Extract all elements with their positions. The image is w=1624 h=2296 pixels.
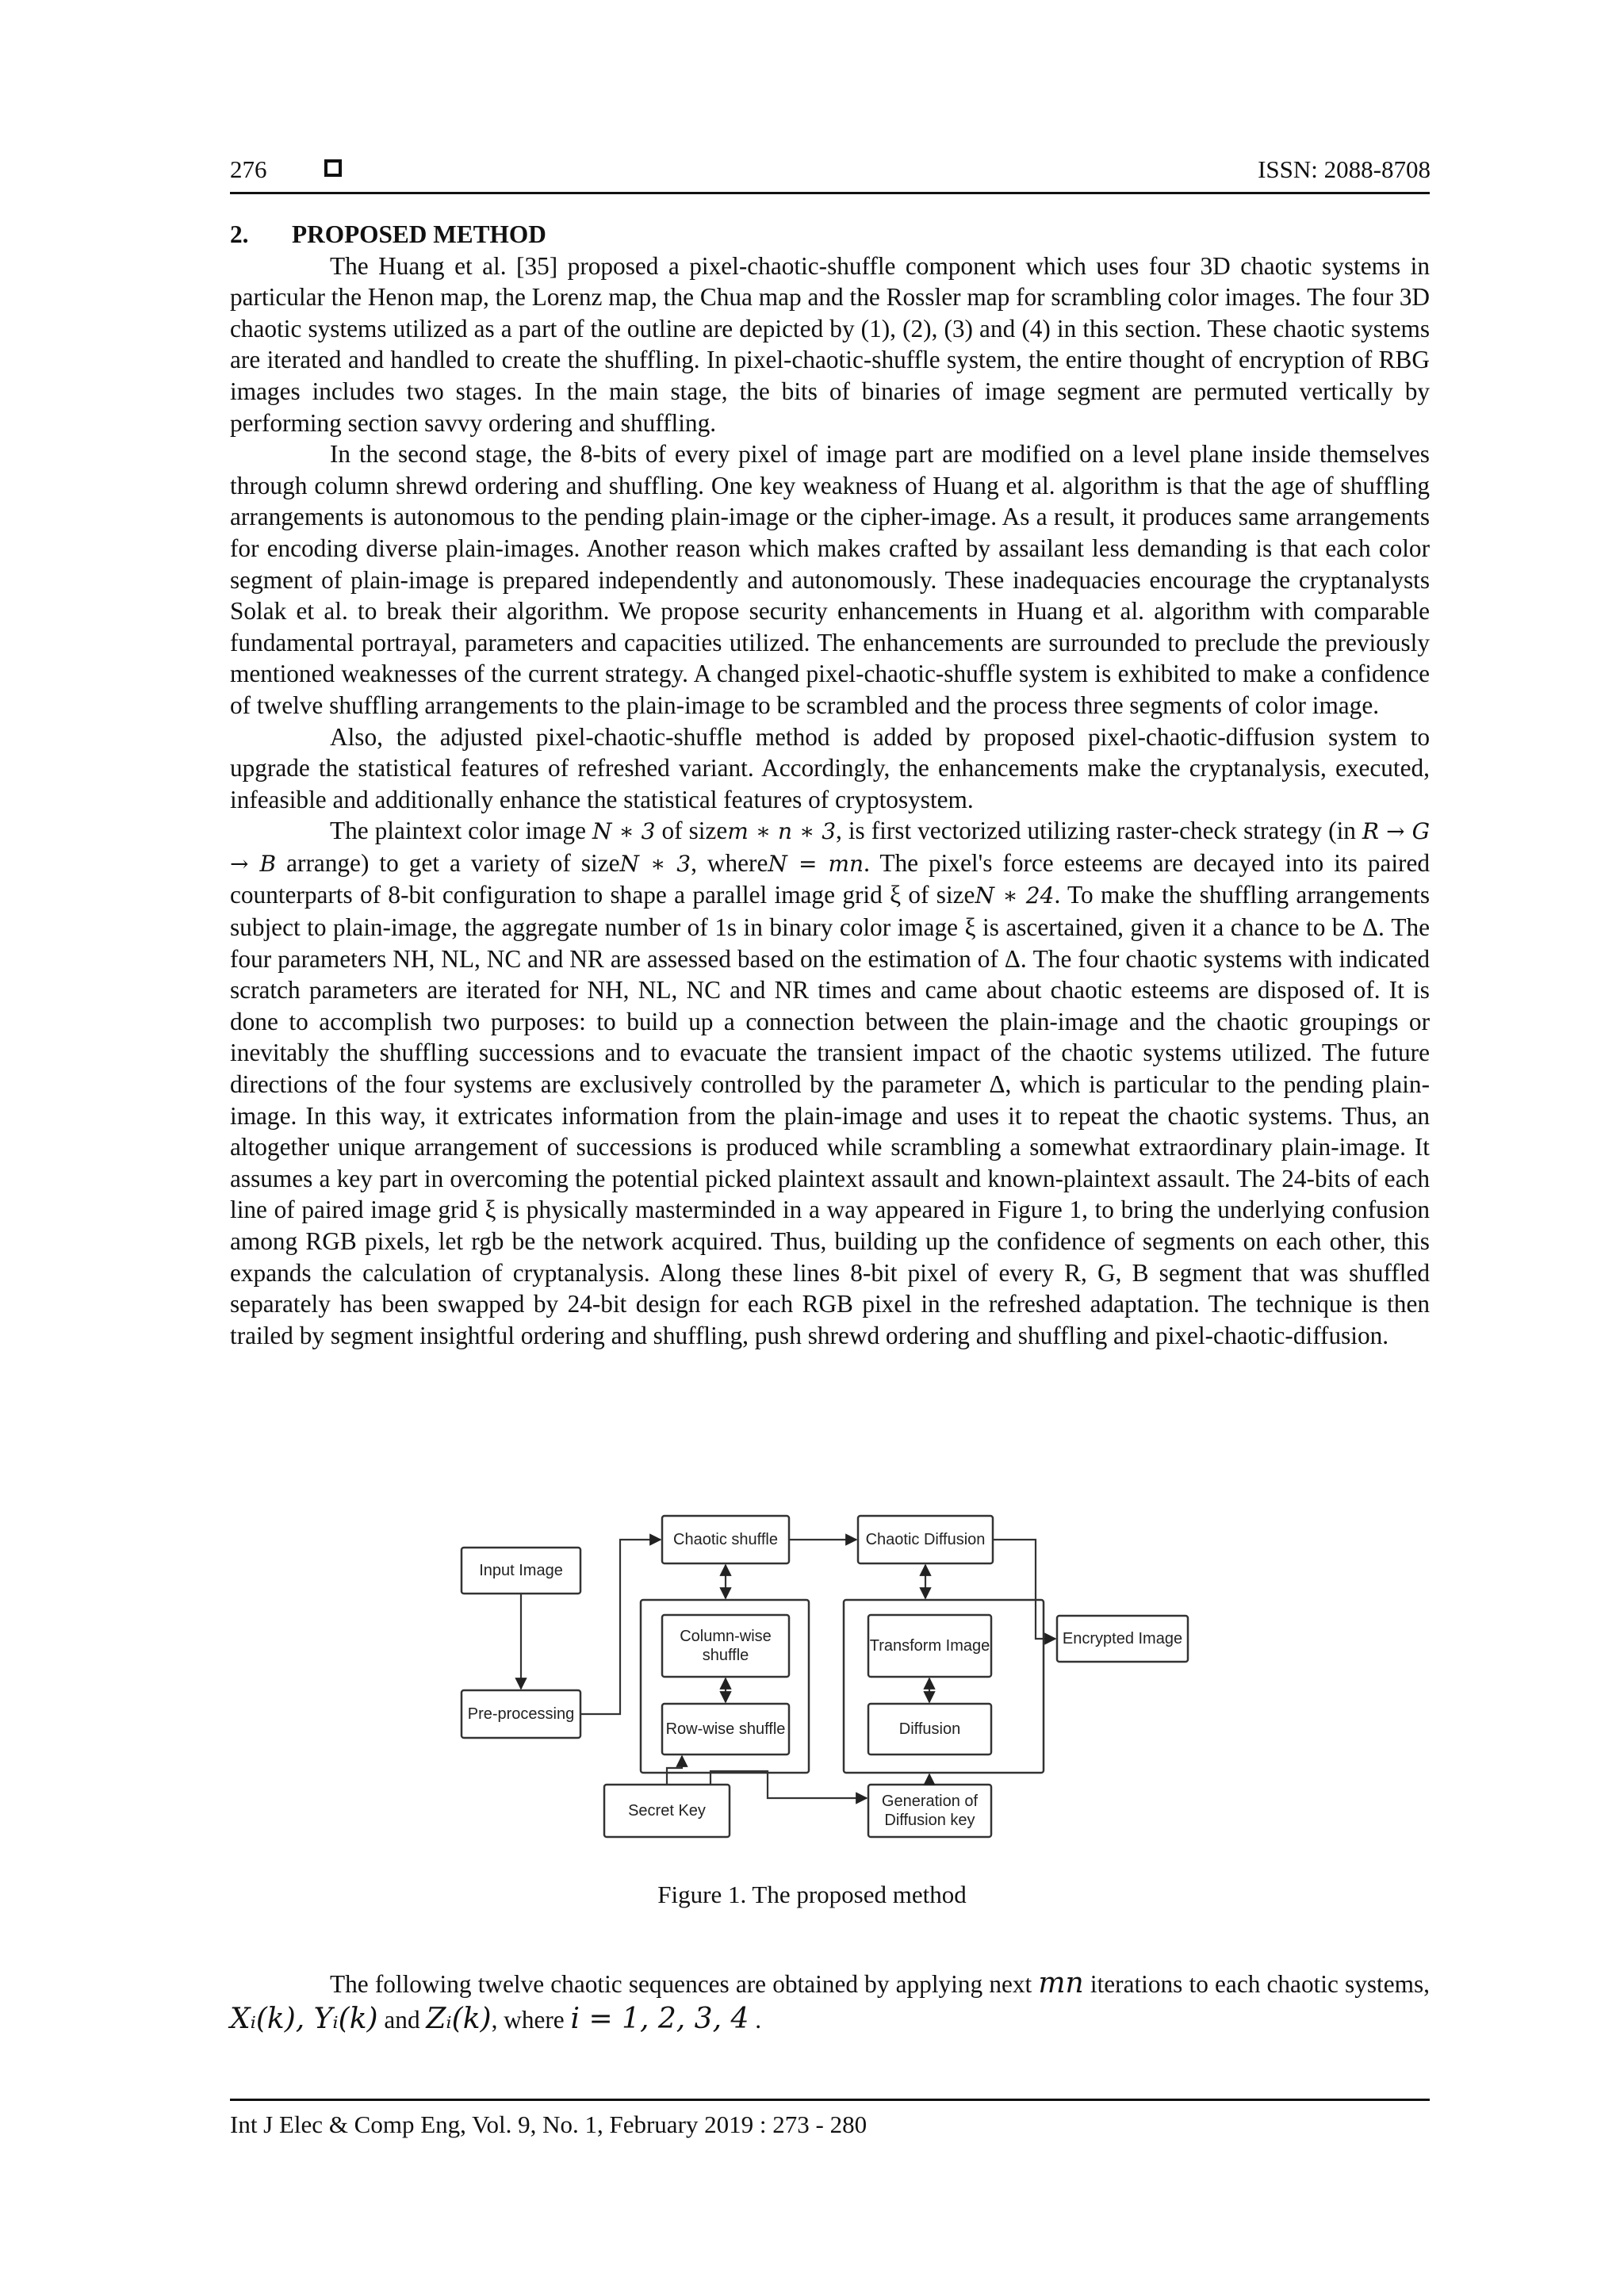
p4-text-4: arrange) to get a variety of size: [276, 848, 620, 877]
box-chaotic-diffusion: [858, 1516, 993, 1563]
secret-key-label: Secret Key: [628, 1802, 706, 1820]
footer-rule: [230, 2099, 1430, 2101]
closing-text-4: , where: [491, 2006, 571, 2034]
chaotic-diffusion-label: Chaotic Diffusion: [865, 1531, 986, 1548]
issn: ISSN: 2088-8708: [1258, 155, 1431, 183]
box-diffusion: [868, 1704, 991, 1755]
box-input-image: [462, 1548, 580, 1594]
math-rgb: R → G → B: [230, 818, 1430, 877]
box-chaotic-shuffle: [662, 1516, 789, 1563]
footer-citation: Int J Elec & Comp Eng, Vol. 9, No. 1, February 2019 : 273 - 280: [230, 2110, 868, 2138]
column-wise-shuffle-label: Column-wise shuffle: [680, 1628, 772, 1664]
closing-text-3: and: [377, 2006, 427, 2034]
closing-paragraph: [230, 1966, 1430, 2038]
math-z: Zᵢ(k): [426, 2003, 492, 2035]
paragraph-2: In the second stage, the 8-bits of every pixel of image part are modified on a level plane inside themselves through column shrewd ordering and shuffling. One key weakness of Huang et al. algorithm is that the age of shuffling arrangements is autonomous to the pending plain-image or the cipher-image. As a result, it produces same arrangements for encoding diverse plain-images. Another reason which makes crafted by assailant less demanding is that each color segment of plain-image is prepared independently and autonomously. These inadequacies encourage the cryptanalysts Solak et al. to break their algorithm. We propose security enhancements in Huang et al. algorithm with comparable fundamental portrayal, parameters and capacities utilized. The enhancements are surrounded to preclude the previously mentioned weaknesses of the current strategy. A changed pixel-chaotic-shuffle system is exhibited to make a confidence of twelve shuffling arrangements to the plain-image to be scrambled and the process three segments of color image.: [230, 440, 1430, 719]
paragraph-1: The Huang et al. [35] proposed a pixel-chaotic-shuffle component which uses four 3D chaotic systems in particular the Henon map, the Lorenz map, the Chua map and the Rossler map for scrambling color images. The four 3D chaotic systems utilized as a part of the outline are depicted by (1), (2), (3) and (4) in this section. These chaotic systems are iterated and handled to create the shuffling. In pixel-chaotic-shuffle system, the entire thought of encryption of RBG images includes two stages. In the main stage, the bits of binaries of image segment are permuted vertically by performing section savvy ordering and shuffling.: [230, 251, 1430, 437]
input-image-label: Input Image: [479, 1562, 563, 1579]
group-diffusion: [844, 1600, 1044, 1773]
figure-caption: Figure 1. The proposed method: [657, 1881, 967, 1908]
paragraph-4: [230, 815, 1430, 1351]
p4-text-3: , is first vectorized utilizing raster-check strategy (in: [836, 817, 1362, 845]
box-transform-image: [868, 1615, 991, 1677]
pre-processing-label: Pre-processing: [467, 1705, 575, 1723]
math-n3b: N ∗ 3: [619, 850, 691, 877]
transform-image-label: Transform Image: [869, 1637, 990, 1655]
diffusion-label: Diffusion: [898, 1720, 961, 1738]
section-number: 2.: [230, 220, 249, 248]
math-n24: N ∗ 24: [975, 882, 1055, 909]
box-secret-key: [604, 1785, 730, 1837]
encrypted-image-label: Encrypted Image: [1062, 1630, 1183, 1647]
box-encrypted-image: [1057, 1616, 1188, 1662]
row-wise-shuffle-label: Row-wise shuffle: [665, 1720, 786, 1738]
group-shuffle: [641, 1600, 809, 1773]
closing-text-1: The following twelve chaotic sequences are obtained by applying next: [330, 1970, 1039, 1998]
closing-text-5: .: [749, 2006, 762, 2034]
math-xy: Xᵢ(k), Yᵢ(k): [230, 2003, 378, 2035]
p4-text-7: . To make the shuffling arrangements subject to plain-image, the aggregate number of 1s in binary color image ξ is ascertained, given it a chance to be Δ. The four parameters NH, NL, NC and NR are assessed based on the estimation of Δ. The four chaotic systems with indicated scratch parameters are iterated for NH, NL, NC and NR times and came about chaotic esteems are disposed of. It is done to accomplish two purposes: to build up a connection between the plain-image and the chaotic groupings or inevitably the shuffling successions and to evacuate the transient impact of the chaotic systems utilized. The future directions of the four systems are exclusively controlled by the parameter Δ, which is particular to the pending plain-image. In this way, it extricates information from the plain-image and uses it to repeat the chaotic systems. Thus, an altogether unique arrangement of successions is produced while scrambling a somewhat extraordinary plain-image. It assumes a key part in overcoming the potential picked plaintext assault and known-plaintext assault. The 24-bits of each line of paired image grid ξ is physically masterminded in a way appeared in Figure 1, to bring the underlying confusion among RGB pixels, let rgb be the network acquired. Thus, building up the confidence of segments on each other, this expands the calculation of cryptanalysis. Along these lines 8-bit pixel of every R, G, B segment that was shuffled separately has been swapped by 24-bit design for each RGB pixel in the refreshed adaptation. The technique is then trailed by segment insightful ordering and shuffling, push shrewd ordering and shuffling and pixel-chaotic-diffusion.: [230, 881, 1430, 1349]
math-i: i = 1, 2, 3, 4: [570, 2003, 749, 2035]
math-nmn: N = mn: [768, 850, 864, 877]
math-mn: mn: [1038, 1967, 1084, 1999]
p4-text-5: , where: [691, 848, 768, 877]
box-pre-processing: [462, 1690, 580, 1738]
p4-text-2: of size: [655, 817, 728, 845]
page-number: 276: [230, 155, 267, 183]
math-n3: N ∗ 3: [592, 818, 656, 845]
box-column-wise: [662, 1615, 789, 1677]
box-row-wise: [662, 1704, 789, 1755]
section-title: PROPOSED METHOD: [292, 220, 546, 248]
section-heading: [230, 219, 1430, 251]
square-bullet-icon: [324, 159, 342, 177]
body-text: [230, 219, 1430, 1351]
paragraph-3: Also, the adjusted pixel-chaotic-shuffle method is added by proposed pixel-chaotic-diffusion system to upgrade the statistical features of refreshed variant. Accordingly, the enhancements make the cryptanalysis, executed, infeasible and additionally enhance the statistical features of cryptosystem.: [230, 722, 1430, 813]
closing-text-2: iterations to each chaotic systems,: [1083, 1970, 1430, 1998]
header-rule: [230, 192, 1430, 194]
p4-text-1: The plaintext color image: [330, 817, 592, 845]
chaotic-shuffle-label: Chaotic shuffle: [673, 1531, 778, 1548]
math-mn3: m ∗ n ∗ 3: [727, 818, 837, 845]
generation-of-diffusion-key-label: Generation of Diffusion key: [881, 1793, 979, 1829]
box-generation-key: [868, 1785, 991, 1837]
p4-text-6: . The pixel's force esteems are decayed into its paired counterparts of 8-bit configuration to shape a parallel image grid ξ of size: [230, 848, 1430, 909]
